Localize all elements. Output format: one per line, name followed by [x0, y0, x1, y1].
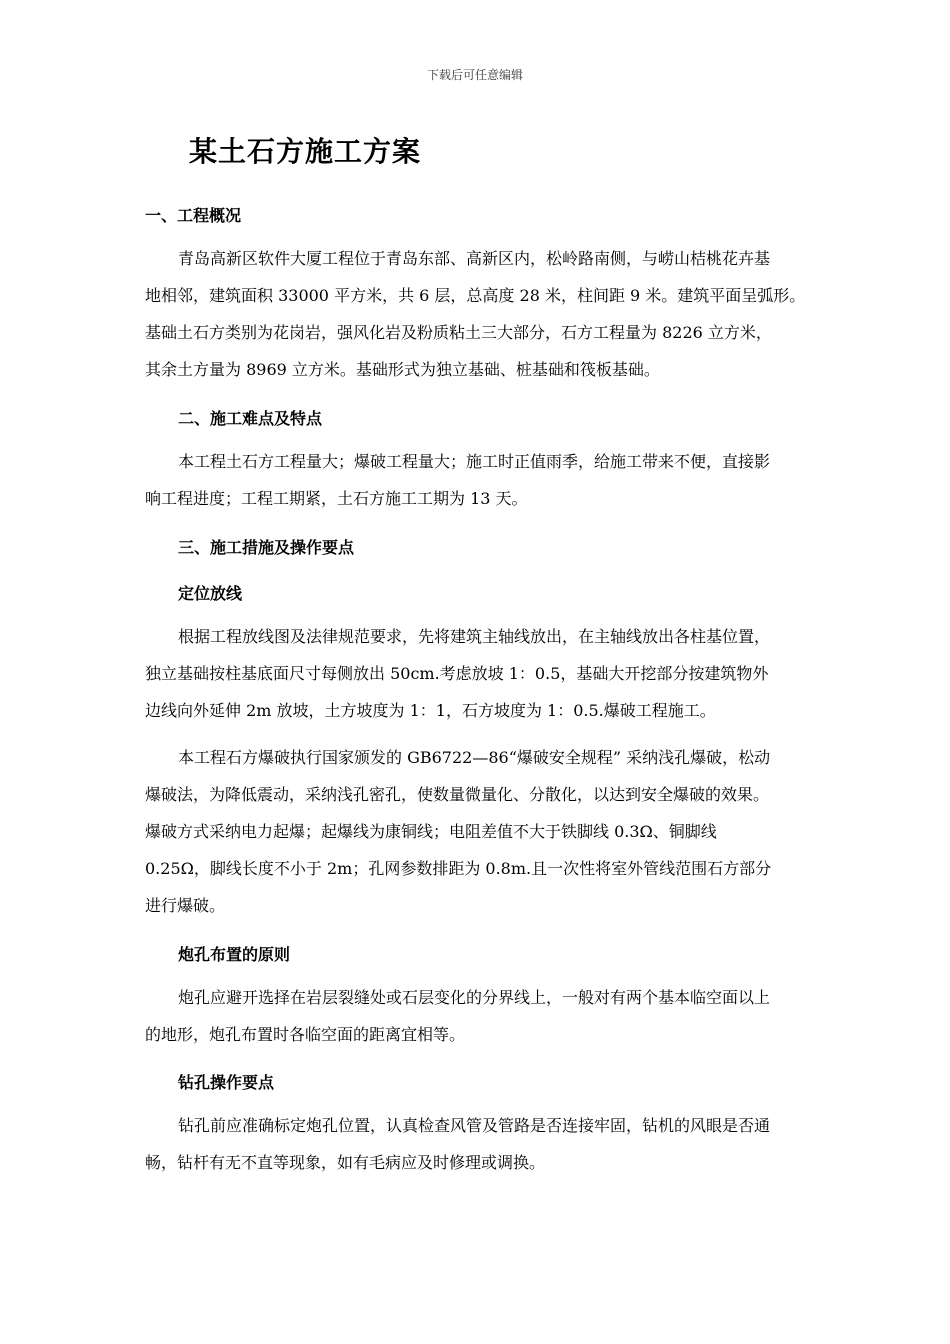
paragraph-line: 的地形，炮孔布置时各临空面的距离宜相等。: [145, 1025, 466, 1044]
paragraph-line: 边线向外延伸 2m 放坡，土方坡度为 1：1，石方坡度为 1：0.5.爆破工程施工。: [145, 701, 716, 720]
paragraph-line: 爆破法，为降低震动，采纳浅孔密孔，使数量微量化、分散化，以达到安全爆破的效果。: [145, 785, 770, 804]
section-heading-difficulties: 二、施工难点及特点: [178, 409, 323, 428]
paragraph-difficulties: [145, 443, 805, 517]
section-heading-measures: 三、施工措施及操作要点: [178, 538, 355, 557]
paragraph-drilling: [145, 1107, 805, 1181]
document-title: 某土石方施工方案: [189, 135, 422, 168]
paragraph-hole-layout: [145, 979, 805, 1053]
paragraph-line: 根据工程放线图及法律规范要求，先将建筑主轴线放出，在主轴线放出各柱基位置，: [178, 627, 771, 646]
paragraph-line: 钻孔前应准确标定炮孔位置，认真检查风管及管路是否连接牢固，钻机的风眼是否通: [178, 1116, 771, 1135]
paragraph-line: 基础土石方类别为花岗岩，强风化岩及粉质粘土三大部分，石方工程量为 8226 立方米，: [145, 323, 772, 342]
paragraph-line: 本工程石方爆破执行国家颁发的 GB6722—86“爆破安全规程” 采纳浅孔爆破，松动: [178, 748, 771, 767]
paragraph-line: 青岛高新区软件大厦工程位于青岛东部、高新区内，松岭路南侧，与崂山桔桃花卉基: [178, 249, 771, 268]
paragraph-blasting: [145, 739, 805, 924]
paragraph-positioning: [145, 618, 805, 729]
paragraph-line: 本工程土石方工程量大；爆破工程量大；施工时正值雨季，给施工带来不便，直接影: [178, 452, 771, 471]
section-heading-overview: 一、工程概况: [145, 206, 242, 225]
paragraph-overview: [145, 240, 805, 388]
subsection-heading-positioning: 定位放线: [178, 584, 243, 603]
paragraph-line: 畅，钻杆有无不直等现象，如有毛病应及时修理或调换。: [145, 1153, 546, 1172]
paragraph-line: 炮孔应避开选择在岩层裂缝处或石层变化的分界线上，一般对有两个基本临空面以上: [178, 988, 771, 1007]
paragraph-line: 独立基础按柱基底面尺寸每侧放出 50cm.考虑放坡 1：0.5，基础大开挖部分按建筑物外: [145, 664, 769, 683]
paragraph-line: 响工程进度；工程工期紧，土石方施工工期为 13 天。: [145, 489, 528, 508]
paragraph-line: 其余土方量为 8969 立方米。基础形式为独立基础、桩基础和筏板基础。: [145, 360, 660, 379]
paragraph-line: 0.25Ω，脚线长度不小于 2m；孔网参数排距为 0.8m.且一次性将室外管线范围石方部分: [145, 859, 772, 878]
page-header-note: 下载后可任意编辑: [426, 68, 523, 82]
subsection-heading-hole-layout: 炮孔布置的原则: [178, 945, 291, 964]
paragraph-line: 爆破方式采纳电力起爆；起爆线为康铜线；电阻差值不大于铁脚线 0.3Ω、铜脚线: [145, 822, 717, 841]
paragraph-line: 进行爆破。: [145, 896, 226, 915]
paragraph-line: 地相邻，建筑面积 33000 平方米，共 6 层，总高度 28 米，柱间距 9 米。建筑平面呈弧形。: [145, 286, 806, 305]
subsection-heading-drilling: 钻孔操作要点: [178, 1073, 275, 1092]
